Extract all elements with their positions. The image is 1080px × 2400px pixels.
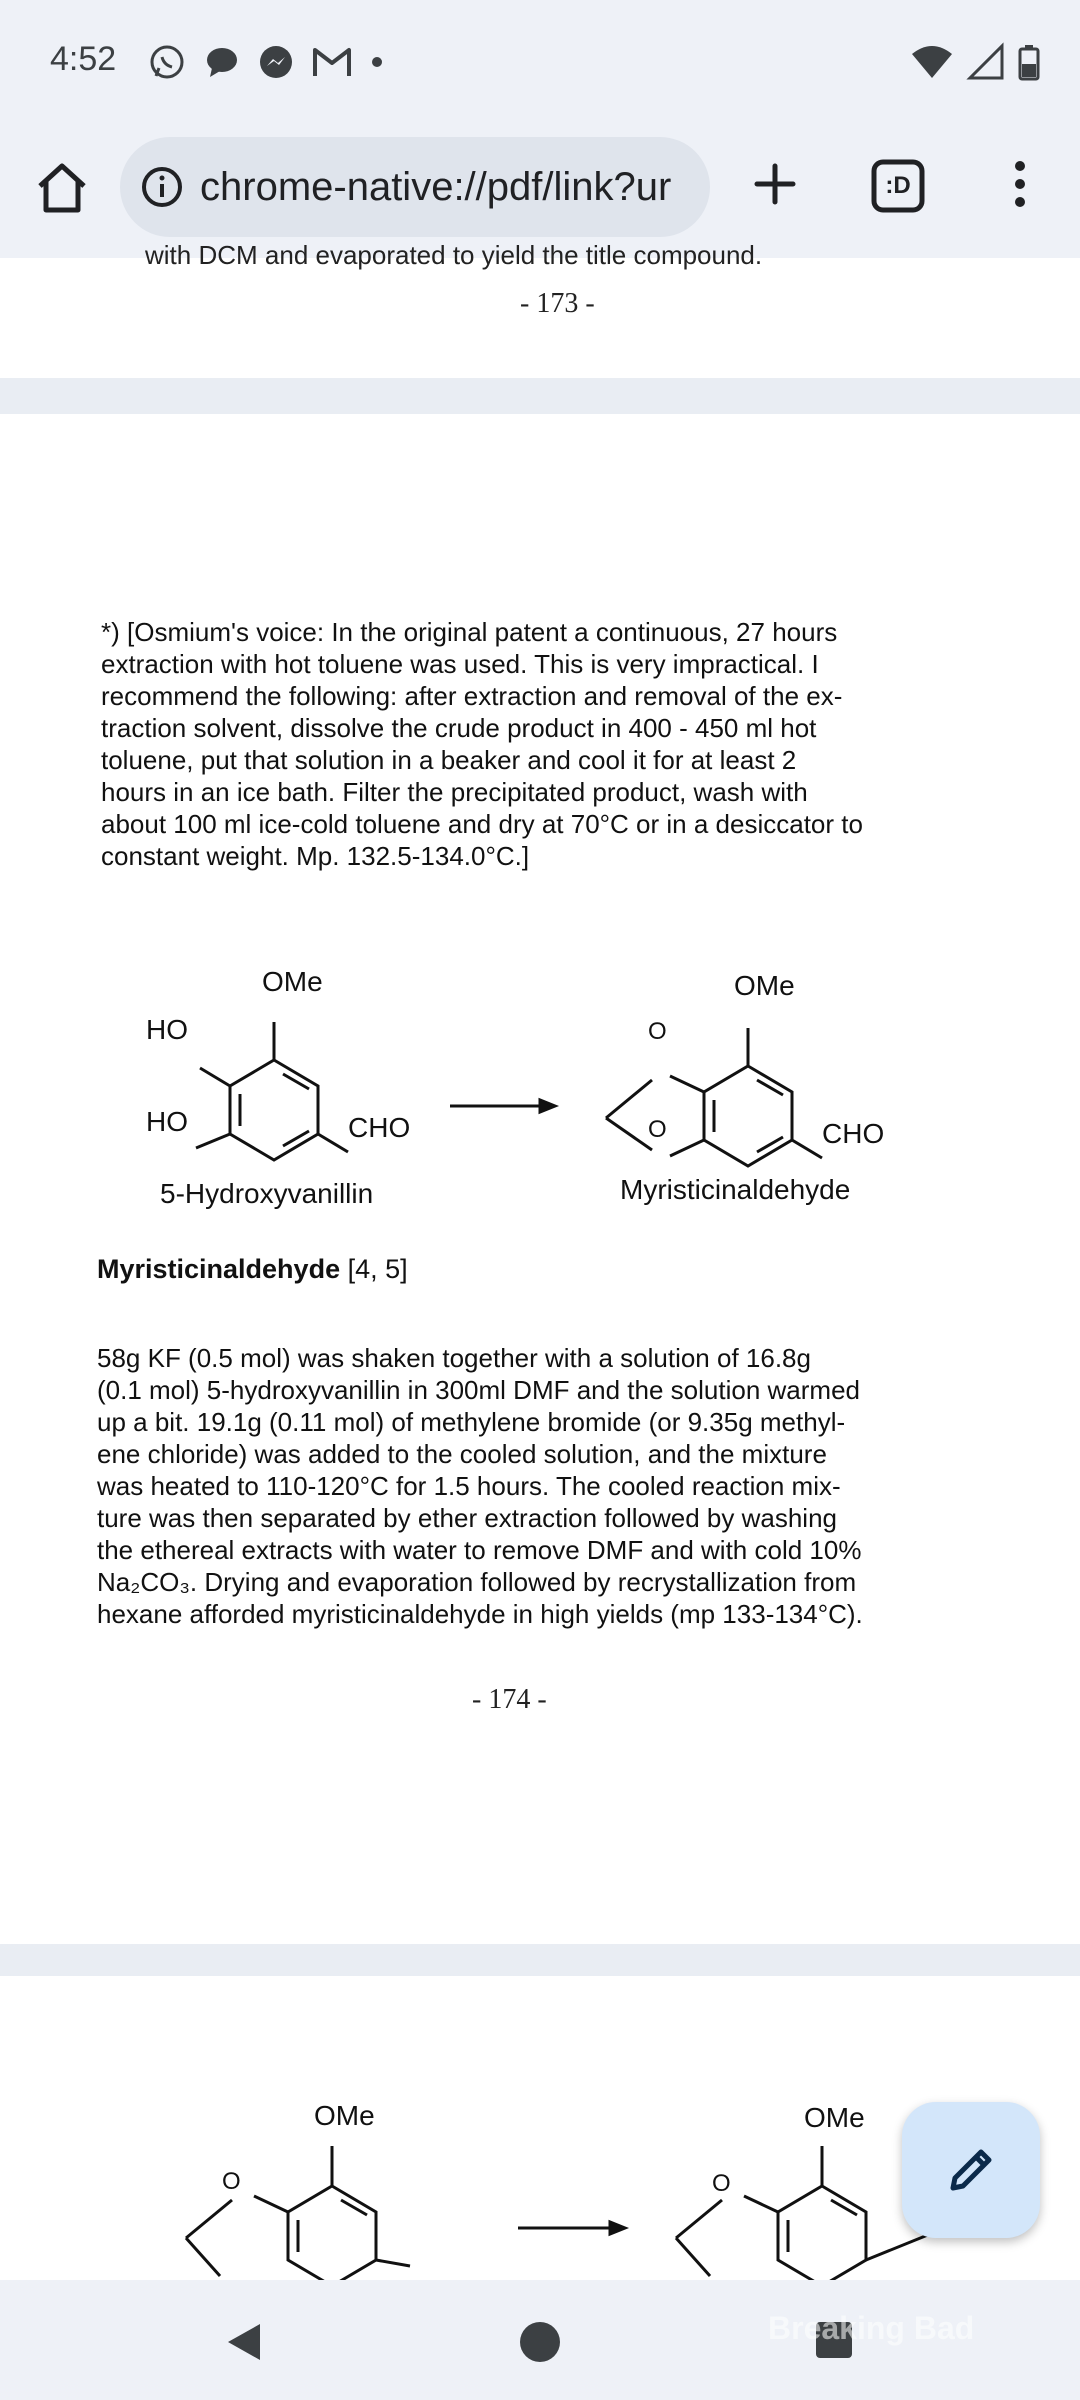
signal-icon — [968, 44, 1004, 80]
left-ho-bottom-label: HO — [146, 1106, 188, 1137]
next-left-molecule — [186, 2146, 410, 2286]
status-time: 4:52 — [50, 40, 117, 78]
tab-switcher-button[interactable] — [870, 158, 926, 214]
browser-toolbar — [0, 124, 1080, 259]
procedure-heading — [97, 1254, 408, 1285]
tab-count-label: :D — [885, 172, 911, 199]
pdf-page-173 — [0, 240, 1080, 378]
page-number: - 174 - — [472, 1684, 547, 1715]
compound-name-right: Myristicinaldehyde — [620, 1174, 851, 1205]
url-text[interactable]: chrome-native://pdf/link?ur — [200, 164, 672, 209]
note-line: extraction with hot toluene was used. This is very impractical. I — [101, 649, 819, 679]
address-bar[interactable] — [120, 137, 710, 237]
battery-icon — [1018, 44, 1040, 80]
heading-title: Myristicinaldehyde — [97, 1254, 341, 1284]
right-o-bottom-label: O — [648, 1116, 667, 1143]
home-icon[interactable] — [32, 158, 92, 218]
system-icons — [910, 40, 1040, 84]
procedure-line: up a bit. 19.1g (0.11 mol) of methylene bromide (or 9.35g methyl- — [97, 1407, 846, 1437]
right-o-top-label: O — [648, 1018, 667, 1045]
pdf-page-174 — [0, 414, 1080, 1944]
procedure-line: ture was then separated by ether extraction followed by washing — [97, 1503, 837, 1533]
osmium-note — [101, 616, 933, 872]
heading-reference: [4, 5] — [340, 1254, 408, 1284]
info-icon[interactable] — [140, 165, 184, 209]
note-line: *) [Osmium's voice: In the original patent a continuous, 27 hours — [101, 617, 838, 647]
procedure-text — [97, 1342, 929, 1630]
page-text-cutoff: with DCM and evaporated to yield the title compound. — [145, 240, 763, 270]
status-bar — [0, 0, 1080, 124]
note-line: hours in an ice bath. Filter the precipitated product, wash with — [101, 777, 808, 807]
watermark-text: Breaking Bad — [768, 2310, 975, 2346]
more-menu-icon[interactable] — [1000, 154, 1040, 214]
next-reaction-arrow — [518, 2222, 625, 2234]
edit-fab-button[interactable] — [902, 2102, 1040, 2238]
note-line: toluene, put that solution in a beaker and cool it for at least 2 — [101, 745, 797, 775]
procedure-line: Na₂CO₃. Drying and evaporation followed by recrystallization from — [97, 1567, 857, 1597]
gmail-icon — [312, 45, 352, 79]
procedure-line: 58g KF (0.5 mol) was shaken together with a solution of 16.8g — [97, 1343, 811, 1373]
pdf-viewer[interactable] — [0, 240, 1080, 2280]
next-right-ome-label: OMe — [804, 2102, 865, 2133]
whatsapp-icon — [148, 43, 186, 81]
dot-icon — [370, 55, 384, 69]
right-cho-label: CHO — [822, 1118, 885, 1149]
procedure-line: hexane afforded myristicinaldehyde in high yields (mp 133-134°C). — [97, 1599, 863, 1629]
compound-name-left: 5-Hydroxyvanillin — [160, 1178, 374, 1209]
messenger-icon — [258, 44, 294, 80]
left-molecule-structure — [196, 1022, 348, 1160]
chat-bubble-icon — [204, 44, 240, 80]
procedure-line: ene chloride) was added to the cooled solution, and the mixture — [97, 1439, 827, 1469]
note-line: recommend the following: after extraction and removal of the ex- — [101, 681, 843, 711]
note-line: constant weight. Mp. 132.5-134.0°C.] — [101, 841, 530, 871]
left-cho-label: CHO — [348, 1112, 411, 1143]
note-line: about 100 ml ice-cold toluene and dry at 70°C or in a desiccator to — [101, 809, 863, 839]
reaction-arrow — [450, 1100, 555, 1112]
procedure-line: was heated to 110-120°C for 1.5 hours. The cooled reaction mix- — [97, 1471, 841, 1501]
left-ome-label: OMe — [262, 966, 323, 997]
left-ho-top-label: HO — [146, 1014, 188, 1045]
notification-icons — [148, 42, 384, 82]
home-nav-icon[interactable] — [518, 2320, 562, 2364]
back-icon[interactable] — [222, 2320, 266, 2364]
right-ome-label: OMe — [734, 970, 795, 1001]
new-tab-icon[interactable] — [745, 154, 805, 214]
procedure-line: (0.1 mol) 5-hydroxyvanillin in 300ml DMF and the solution warmed — [97, 1375, 860, 1405]
page-number: - 173 - — [520, 288, 595, 319]
next-left-ome-label: OMe — [314, 2100, 375, 2131]
wifi-icon — [910, 44, 954, 80]
pencil-icon — [943, 2142, 999, 2198]
next-right-o-label: O — [712, 2170, 731, 2197]
procedure-line: the ethereal extracts with water to remove DMF and with cold 10% — [97, 1535, 862, 1565]
next-left-o-label: O — [222, 2168, 241, 2195]
system-nav-bar — [0, 2280, 1080, 2400]
right-molecule-structure — [606, 1028, 822, 1166]
note-line: traction solvent, dissolve the crude product in 400 - 450 ml hot — [101, 713, 817, 743]
